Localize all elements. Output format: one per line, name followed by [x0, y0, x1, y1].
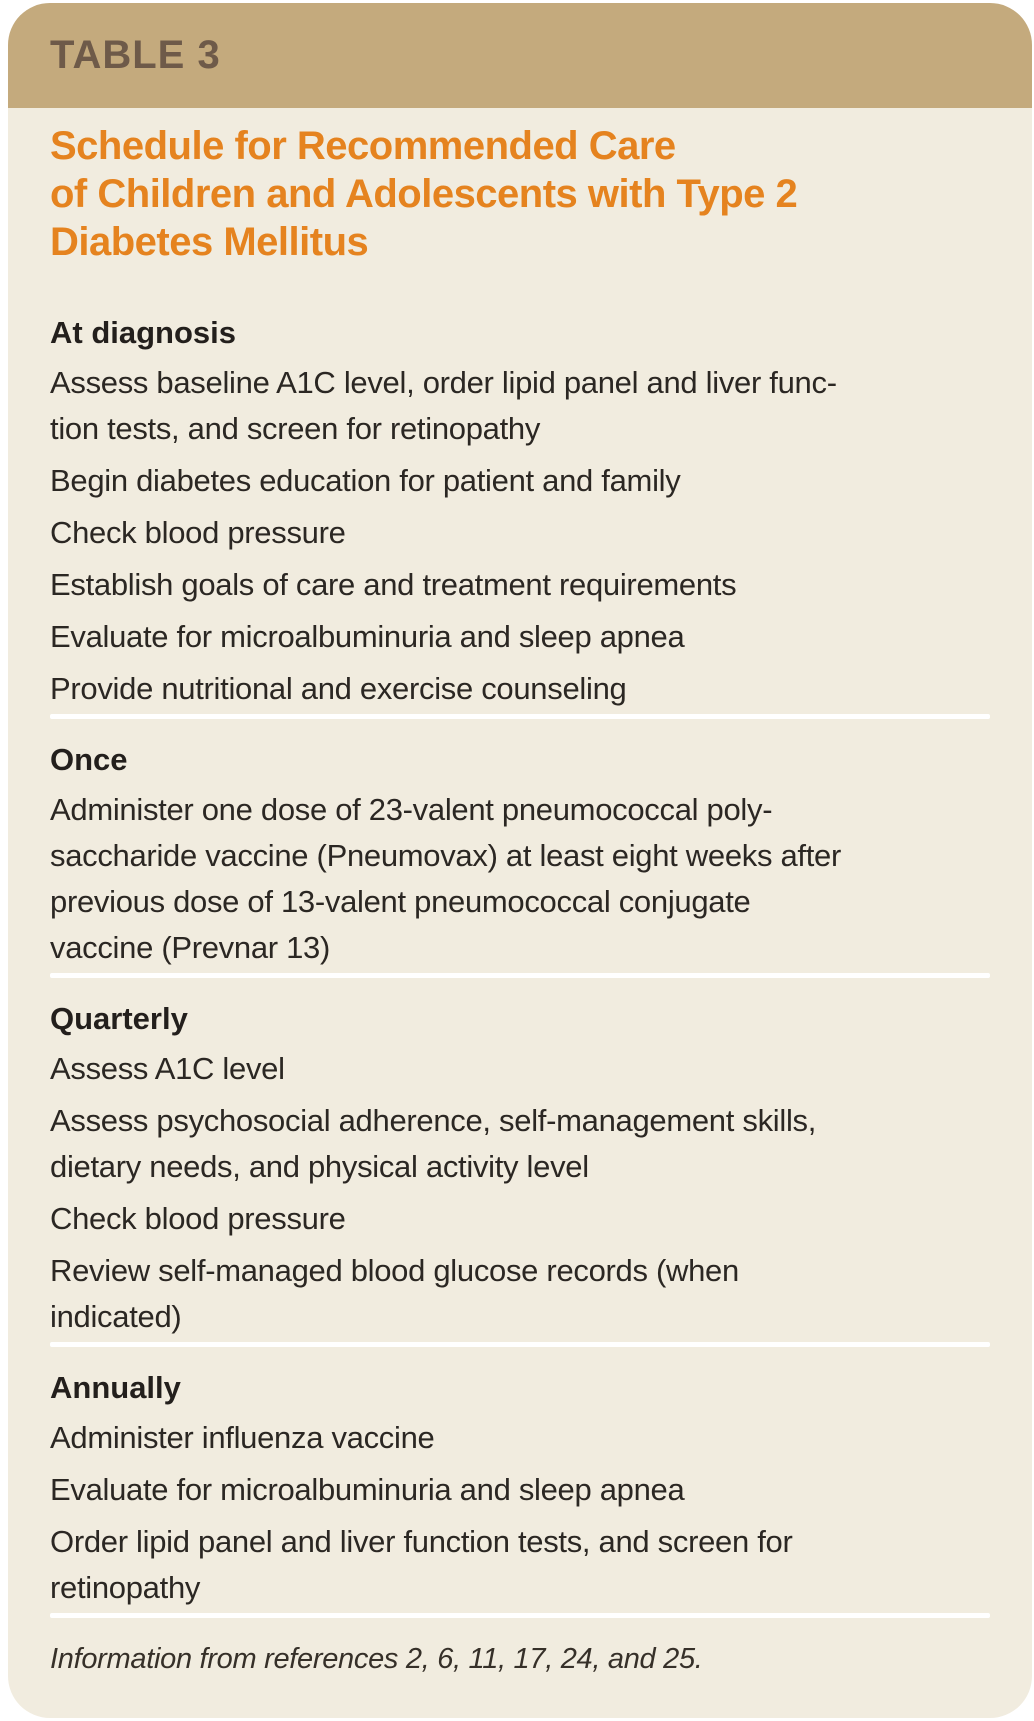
table-title-line: Schedule for Recommended Care: [50, 124, 676, 168]
item-line: Evaluate for microalbuminuria and sleep apnea: [50, 1472, 685, 1507]
item-line: Administer influenza vaccine: [50, 1420, 435, 1455]
care-item: [50, 1415, 990, 1461]
item-line: tion tests, and screen for retinopathy: [50, 411, 541, 446]
section-divider: [50, 1342, 990, 1347]
care-item: [50, 1519, 990, 1611]
table-title-line: of Children and Adolescents with Type 2: [50, 172, 798, 216]
table-card: [8, 3, 1032, 1718]
section-at-diagnosis: [50, 310, 990, 712]
care-item: [50, 1196, 990, 1242]
section-quarterly: [50, 996, 990, 1340]
item-line: Assess baseline A1C level, order lipid panel and liver func-: [50, 365, 837, 400]
care-item: [50, 360, 990, 452]
item-line: dietary needs, and physical activity level: [50, 1149, 589, 1184]
item-line: Establish goals of care and treatment requirements: [50, 567, 737, 602]
care-item: [50, 510, 990, 556]
section-once: [50, 737, 990, 971]
care-item: [50, 562, 990, 608]
footnote: Information from references 2, 6, 11, 17, 24, and 25.: [50, 1643, 703, 1675]
section-heading: At diagnosis: [50, 315, 237, 350]
item-line: Begin diabetes education for patient and family: [50, 463, 681, 498]
table-label: TABLE 3: [50, 33, 221, 77]
section-divider: [50, 1613, 990, 1618]
item-line: Review self-managed blood glucose records (when: [50, 1253, 739, 1288]
care-item: [50, 1046, 990, 1092]
care-item: [50, 1098, 990, 1190]
care-item: [50, 666, 990, 712]
item-line: previous dose of 13-valent pneumococcal conjugate: [50, 884, 751, 919]
table-header-bar: [8, 3, 1032, 108]
section-divider: [50, 973, 990, 978]
item-line: saccharide vaccine (Pneumovax) at least eight weeks after: [50, 838, 842, 873]
item-line: Provide nutritional and exercise counseling: [50, 671, 627, 706]
item-line: indicated): [50, 1299, 182, 1334]
care-item: [50, 1467, 990, 1513]
section-annually: [50, 1365, 990, 1611]
table-title-line: Diabetes Mellitus: [50, 220, 369, 264]
section-heading: Quarterly: [50, 1001, 188, 1036]
section-heading: Annually: [50, 1370, 181, 1405]
care-item: [50, 1248, 990, 1340]
item-line: Assess A1C level: [50, 1051, 285, 1086]
care-item: [50, 787, 990, 971]
item-line: retinopathy: [50, 1570, 201, 1605]
section-heading: Once: [50, 742, 128, 777]
item-line: Assess psychosocial adherence, self-management skills,: [50, 1103, 817, 1138]
item-line: Administer one dose of 23-valent pneumococcal poly-: [50, 792, 773, 827]
table-body: [8, 108, 1032, 1718]
item-line: Order lipid panel and liver function tests, and screen for: [50, 1524, 793, 1559]
item-line: Evaluate for microalbuminuria and sleep apnea: [50, 619, 685, 654]
table-title: [50, 122, 990, 266]
section-divider: [50, 714, 990, 719]
item-line: Check blood pressure: [50, 515, 346, 550]
item-line: Check blood pressure: [50, 1201, 346, 1236]
care-item: [50, 458, 990, 504]
item-line: vaccine (Prevnar 13): [50, 930, 331, 965]
care-item: [50, 614, 990, 660]
